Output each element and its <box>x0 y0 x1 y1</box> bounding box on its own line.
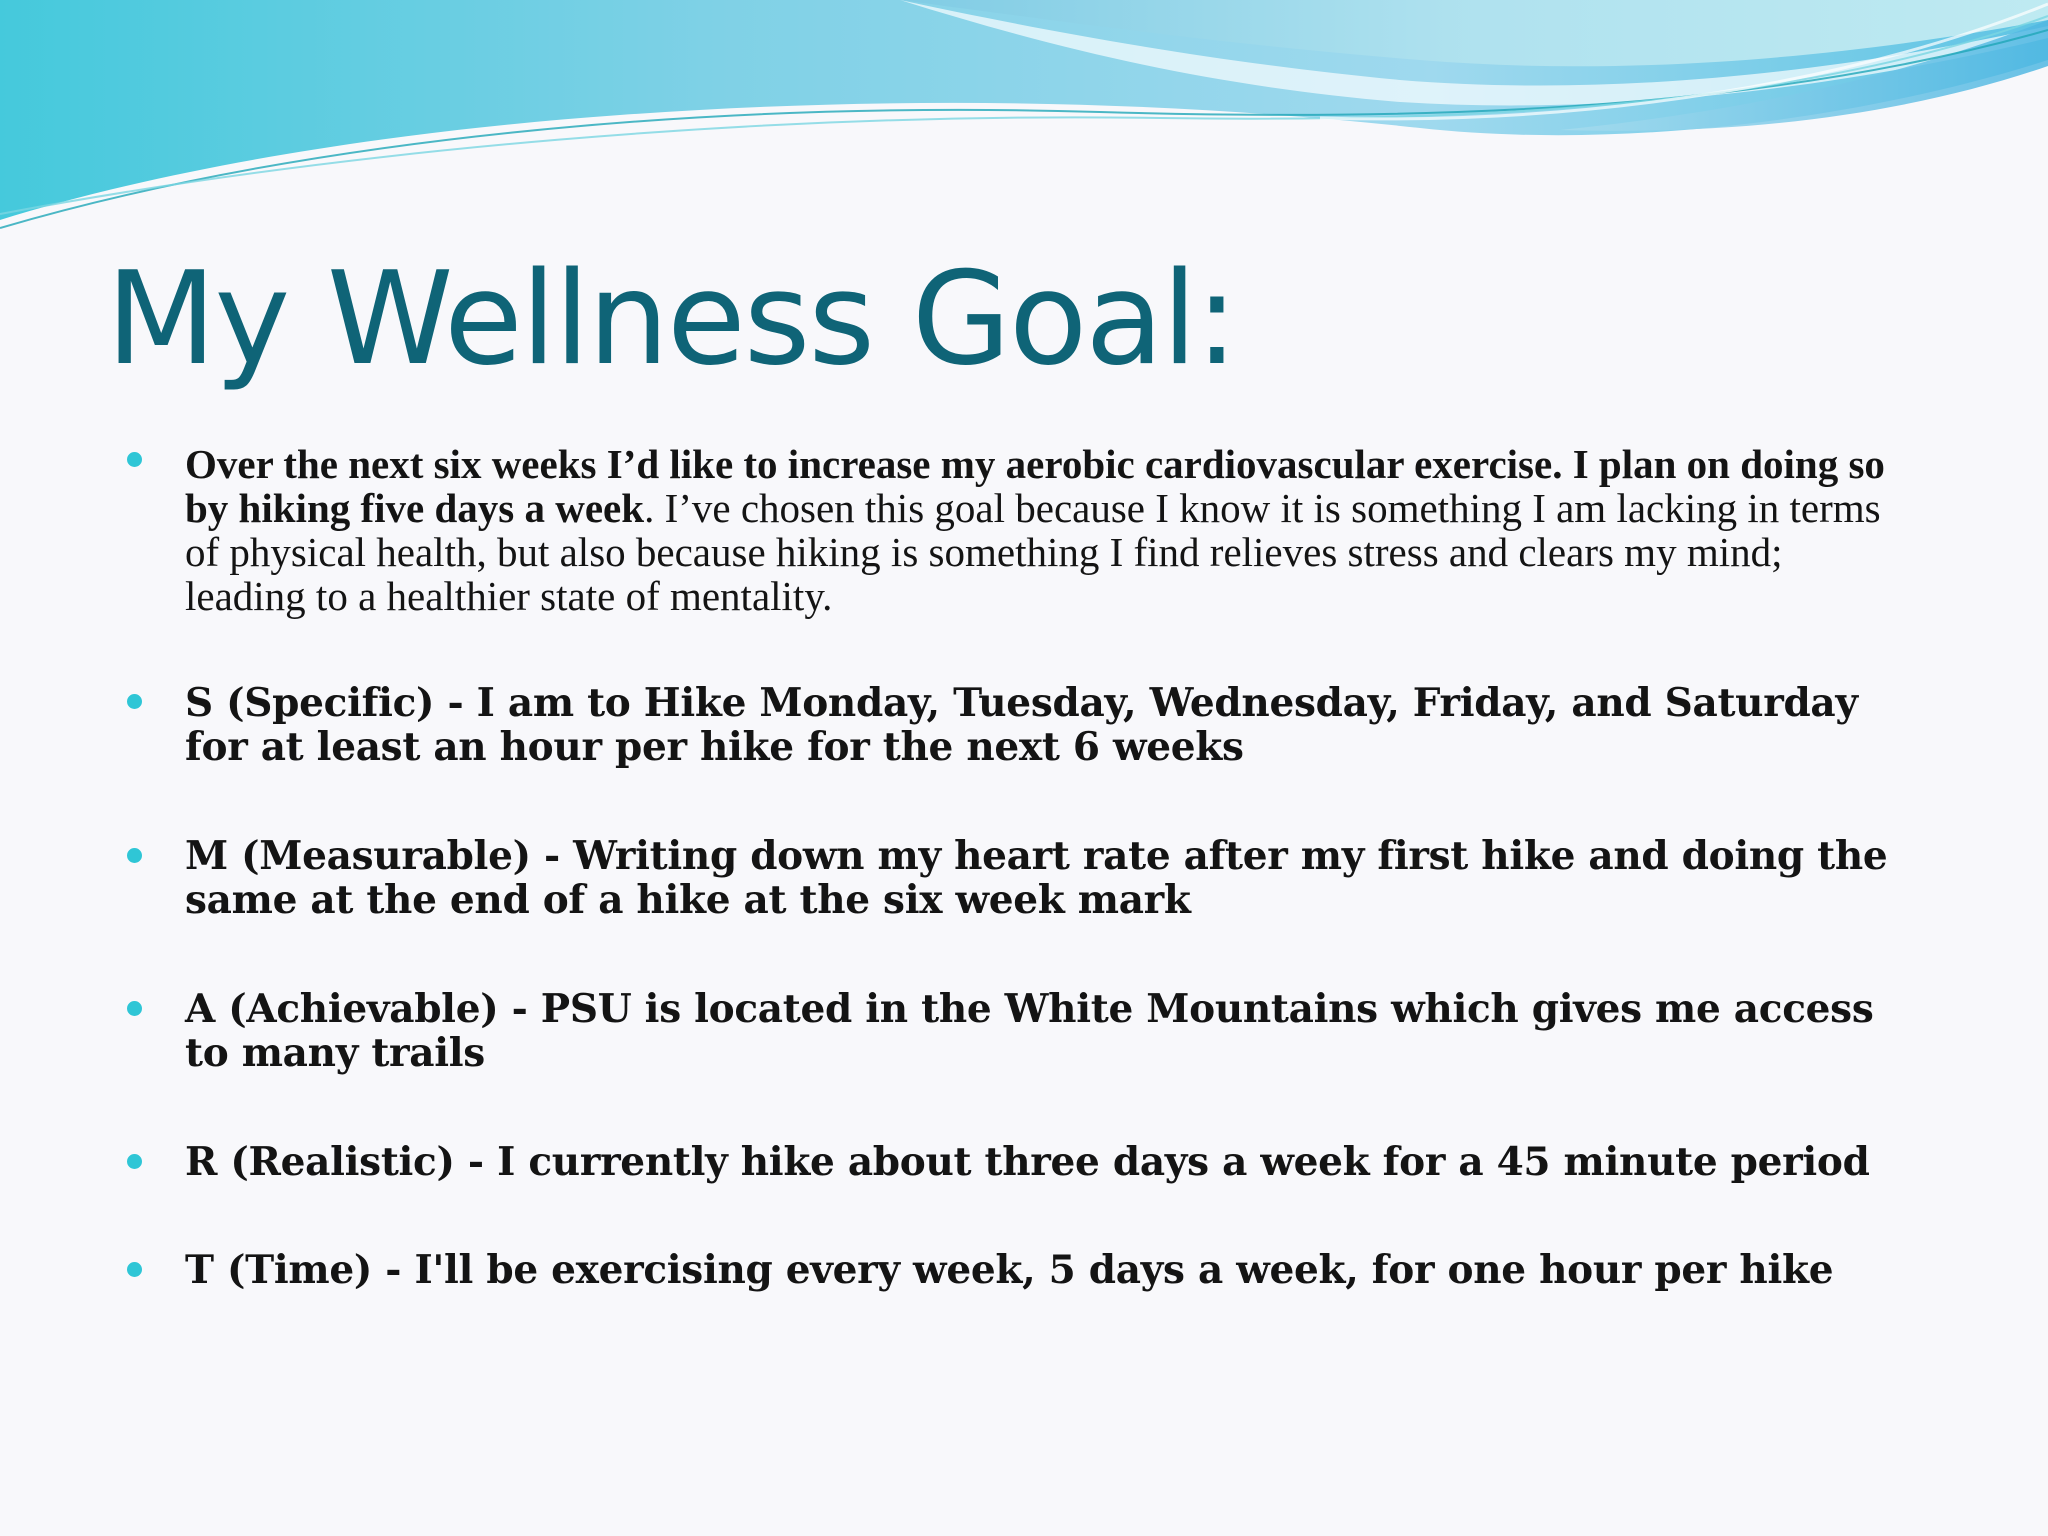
bullet-text: M (Measurable) - Writing down my heart rate after my first hike and doing the same at the end of a hike at the six week mark <box>185 833 1888 923</box>
bullet-dot-icon <box>127 694 142 709</box>
slide-title: My Wellness Goal: <box>106 245 1237 394</box>
bullet-text: R (Realistic) - I currently hike about three days a week for a 45 minute period <box>185 1139 1870 1185</box>
bullet-text: A (Achievable) - PSU is located in the White Mountains which gives me access to many trails <box>185 986 1874 1076</box>
bullet-dot-icon <box>127 1262 142 1277</box>
bullet-dot-icon <box>127 1001 142 1016</box>
bullet-text: S (Specific) - I am to Hike Monday, Tuesday, Wednesday, Friday, and Saturday for at least an hour per hike for the next 6 weeks <box>185 680 1858 770</box>
bullet-text <box>185 442 1900 618</box>
bullet-bold-text: Over the next six weeks I’d like to increase my aerobic cardiovascular exercise. I plan on doing so by hiking five days a week <box>185 441 1885 531</box>
bullet-text: T (Time) - I'll be exercising every week, 5 days a week, for one hour per hike <box>185 1247 1834 1293</box>
bullet-dot-icon <box>127 452 142 467</box>
bullet-dot-icon <box>127 1154 142 1169</box>
bullet-regular-text: . I’ve chosen this goal because I know it is something I am lacking in terms of physical health, but also because hiking is something I find relieves stress and clears my mind; leading to a healthier state of mentality. <box>185 485 1881 619</box>
bullet-dot-icon <box>127 848 142 863</box>
